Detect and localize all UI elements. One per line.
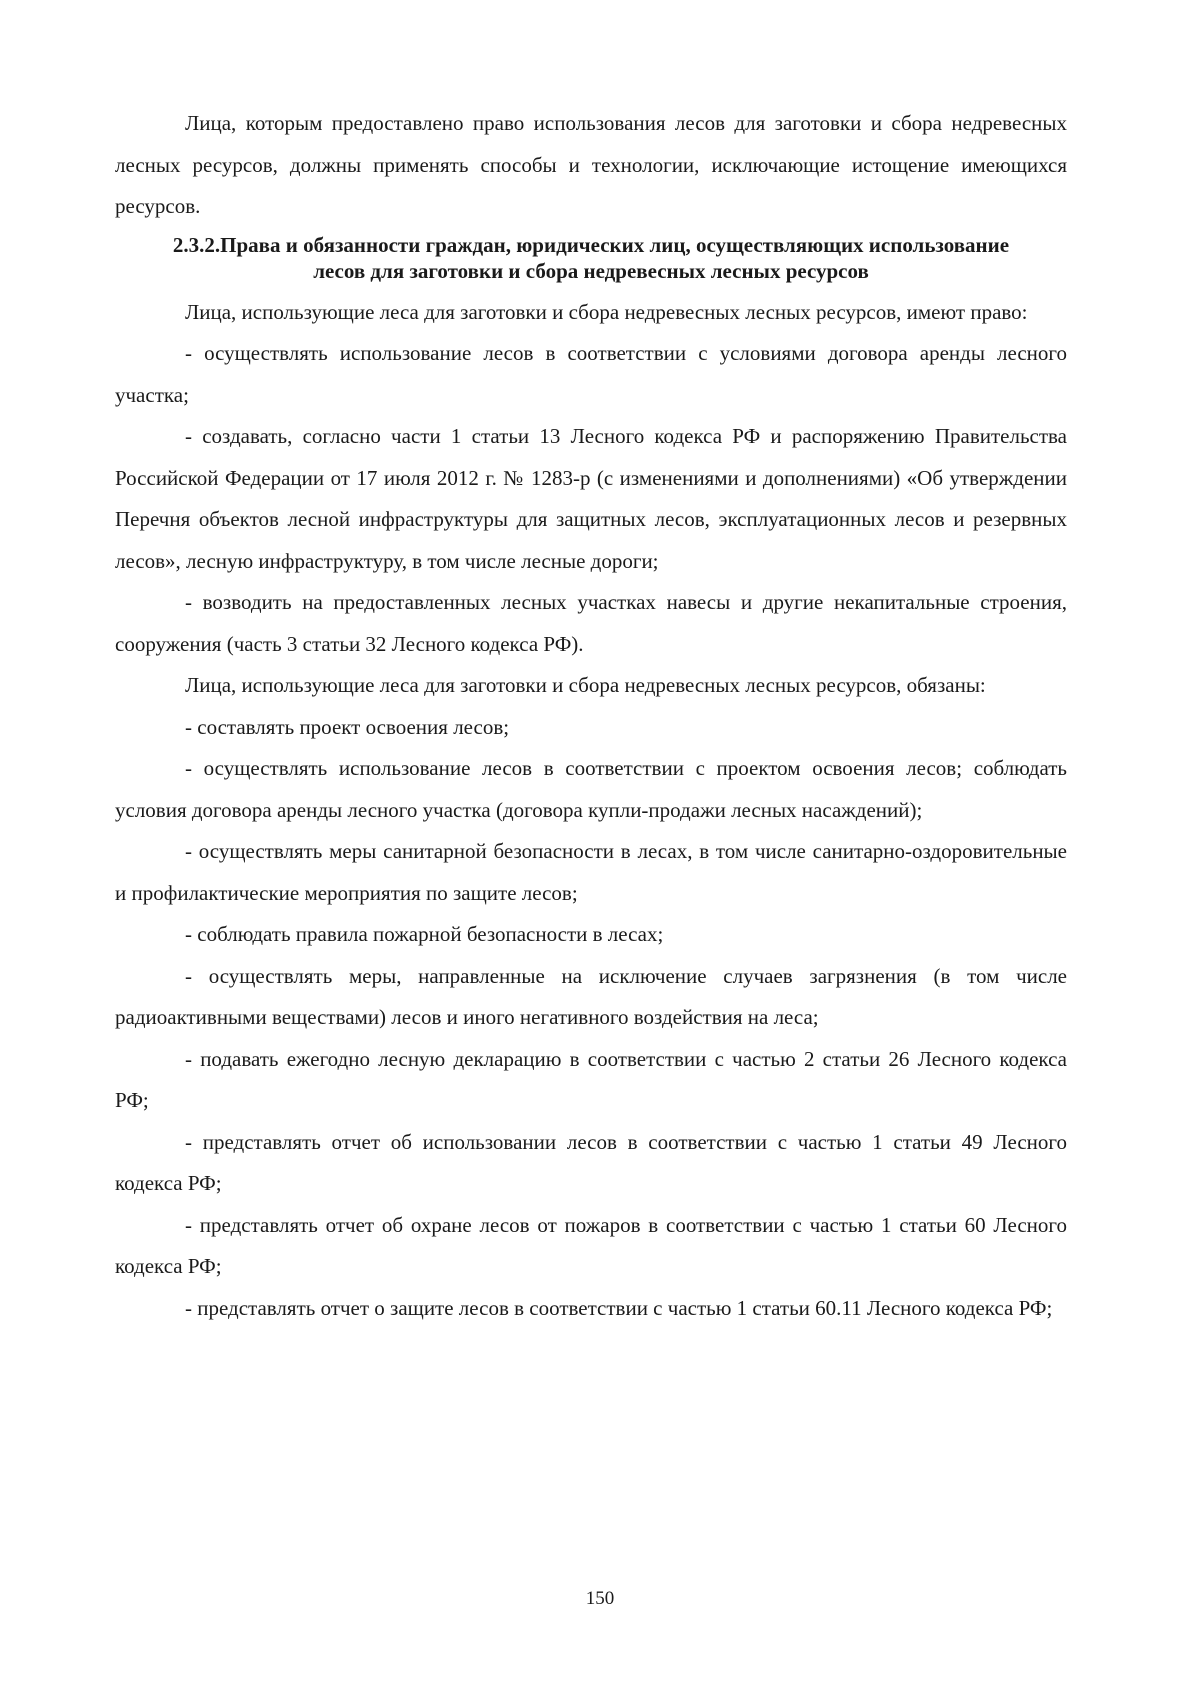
- paragraph: - осуществлять меры, направленные на исключение случаев загрязнения (в том числе радиоактивными веществами) лесов и иного негативного воздействия на леса;: [115, 963, 1067, 1029]
- paragraph: - возводить на предоставленных лесных участках навесы и другие некапитальные строения, сооружения (часть 3 статьи 32 Лесного кодекса РФ).: [115, 590, 1067, 656]
- paragraph: - осуществлять использование лесов в соответствии с проектом освоения лесов; соблюдать условия договора аренды лесного участка (договора купли-продажи лесных насаждений);: [115, 756, 1067, 822]
- paragraph: - соблюдать правила пожарной безопасности в лесах;: [185, 922, 664, 946]
- paragraph: - осуществлять меры санитарной безопасности в лесах, в том числе санитарно-оздоровительные и профилактические мероприятия по защите лесов;: [115, 839, 1067, 905]
- paragraph: Лица, использующие леса для заготовки и сбора недревесных лесных ресурсов, имеют право:: [185, 299, 1028, 324]
- paragraph: - представлять отчет об охране лесов от пожаров в соответствии с частью 1 статьи 60 Лесного кодекса РФ;: [115, 1212, 1067, 1278]
- paragraph: Лица, использующие леса для заготовки и сбора недревесных лесных ресурсов, обязаны:: [185, 673, 986, 697]
- section-heading: 2.3.2.Права и обязанности граждан, юридических лиц, осуществляющих использование лесов для заготовки и сбора недревесных лесных ресурсов: [172, 232, 1010, 283]
- paragraph: - составлять проект освоения лесов;: [185, 714, 510, 739]
- paragraph: - представлять отчет об использовании лесов в соответствии с частью 1 статьи 49 Лесного кодекса РФ;: [115, 1129, 1067, 1195]
- paragraph: - создавать, согласно части 1 статьи 13 Лесного кодекса РФ и распоряжению Правительства Российской Федерации от 17 июля 2012 г. № 1283-р (с изменениями и дополнениями) «Об утверждении Перечня объектов лесной инфраструктуры для защитных лесов, эксплуатационных лесов и резервных лесов», лесную инфраструктуру, в том числе лесные дороги;: [115, 424, 1067, 573]
- document-page: [115, 103, 1067, 1329]
- paragraph: - осуществлять использование лесов в соответствии с условиями договора аренды лесного участка;: [115, 341, 1067, 407]
- paragraph: - представлять отчет о защите лесов в соответствии с частью 1 статьи 60.11 Лесного кодекса РФ;: [185, 1295, 1053, 1320]
- paragraph-intro: Лица, которым предоставлено право использования лесов для заготовки и сбора недревесных лесных ресурсов, должны применять способы и технологии, исключающие истощение имеющихся ресурсов.: [115, 111, 1067, 218]
- paragraph: - подавать ежегодно лесную декларацию в соответствии с частью 2 статьи 26 Лесного кодекса РФ;: [115, 1046, 1067, 1112]
- page-number: 150: [585, 1588, 615, 1609]
